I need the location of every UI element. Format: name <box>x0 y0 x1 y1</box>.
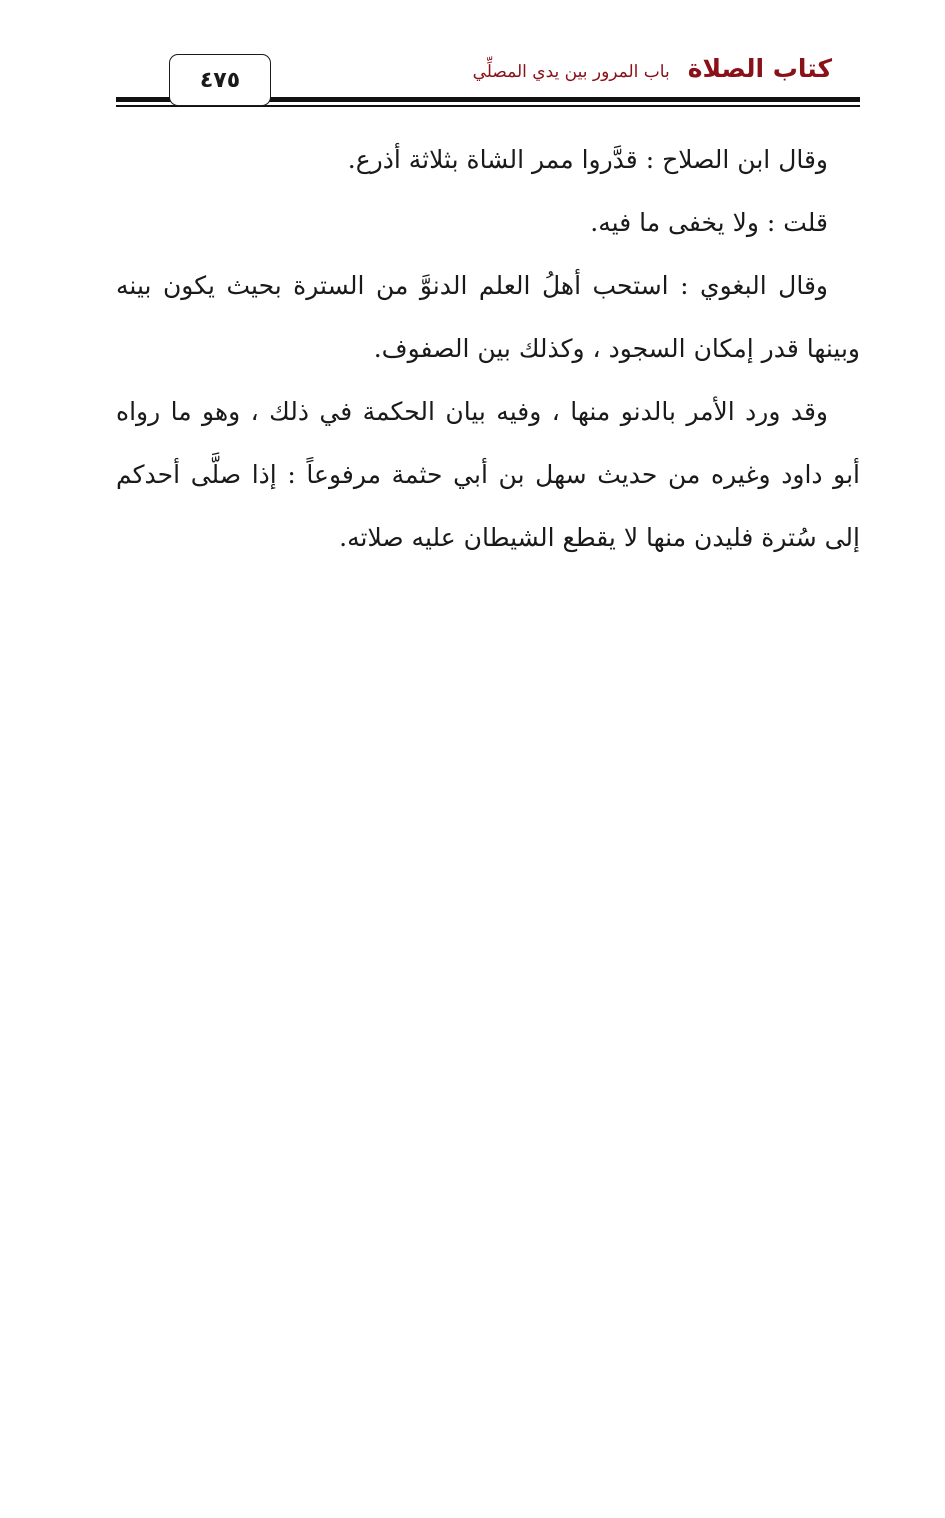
page-header <box>116 48 860 112</box>
book-title: كتاب الصلاة <box>687 54 832 83</box>
page-number: ٤٧٥ <box>199 67 241 93</box>
paragraph-hadith: وقد ورد الأمر بالدنو منها ، وفيه بيان الحكمة في ذلك ، وهو ما رواه أبو داود وغيره من حديث سهل بن أبي حثمة مرفوعاً : إذا صلَّى أحدكم إلى سُترة فليدن منها لا يقطع الشيطان عليه صلاته. <box>116 397 860 552</box>
main-text <box>116 128 860 569</box>
page-number-box <box>169 54 271 106</box>
paragraph-baghawi: وقال البغوي : استحب أهلُ العلم الدنوَّ من السترة بحيث يكون بينه وبينها قدر إمكان السجود ، وكذلك بين الصفوف. <box>116 271 860 363</box>
paragraph-ibn-salah: وقال ابن الصلاح : قدَّروا ممر الشاة بثلاثة أذرع. <box>347 145 828 174</box>
running-header <box>473 54 832 94</box>
paragraph-comment: قلت : ولا يخفى ما فيه. <box>590 208 828 237</box>
chapter-title: باب المرور بين يدي المصلِّي <box>472 62 670 82</box>
